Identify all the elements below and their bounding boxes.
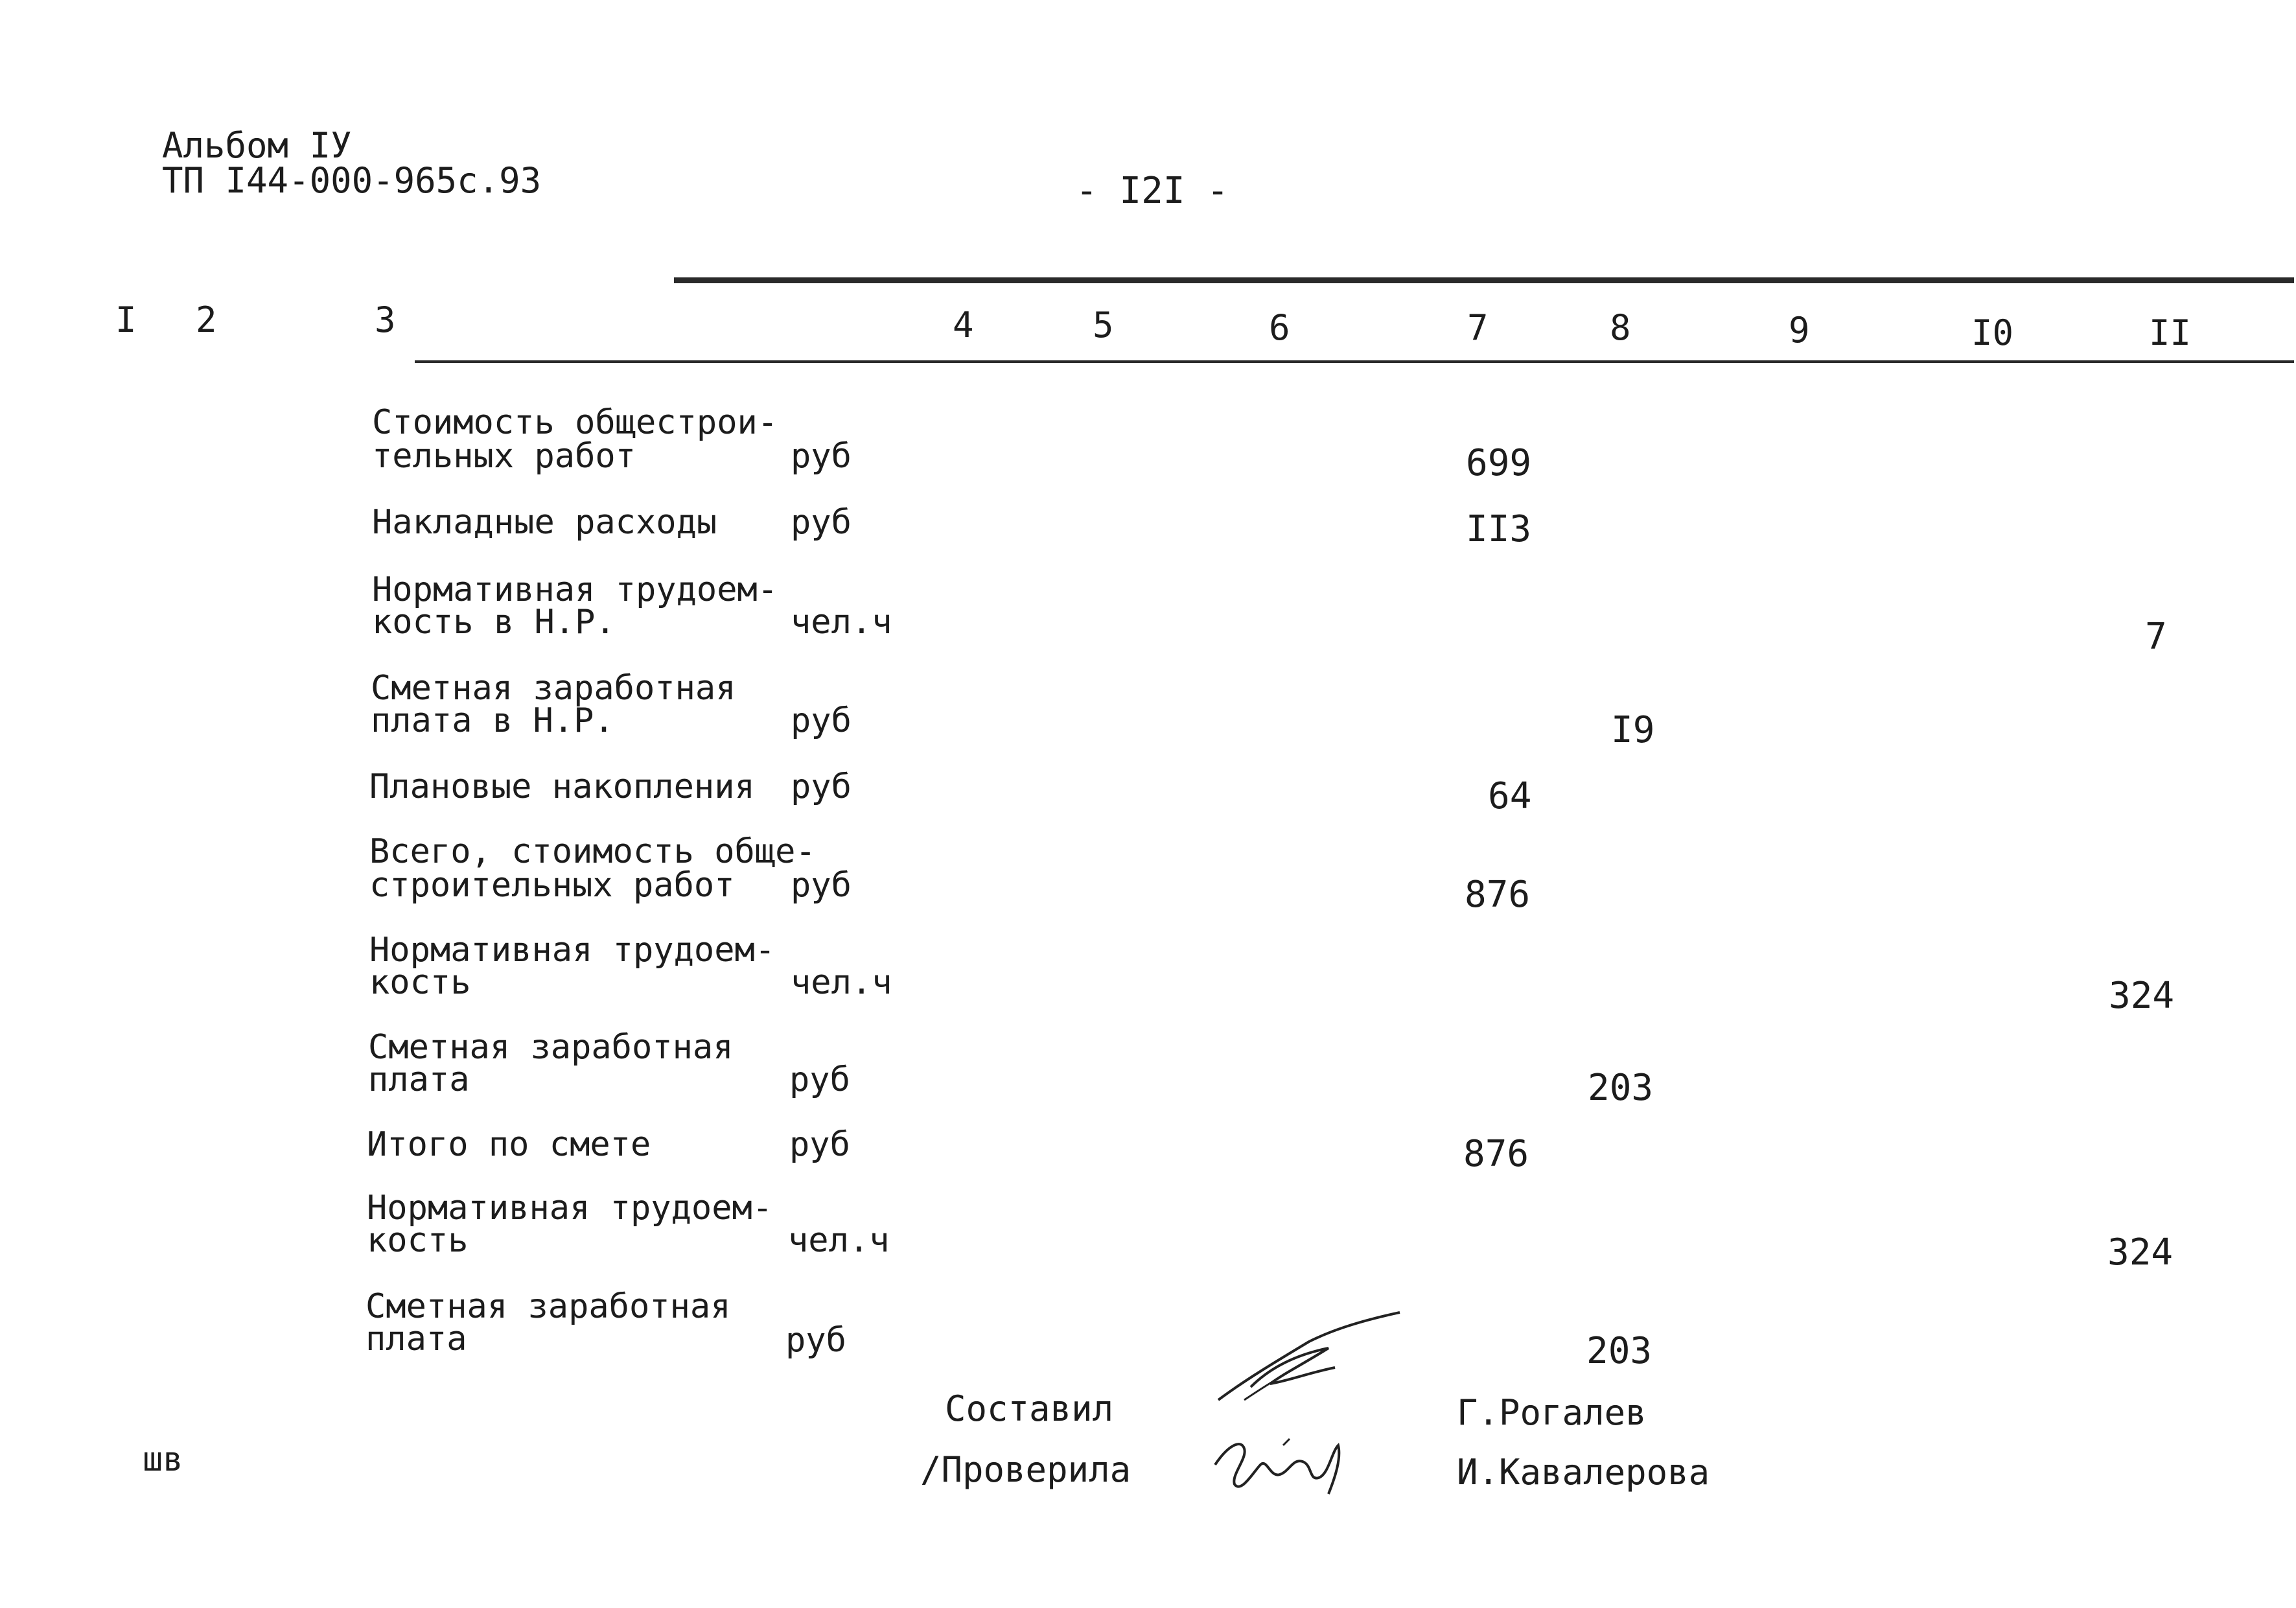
column-header-11: II: [2149, 312, 2192, 353]
row-label-line1: Итого по смете: [367, 1125, 651, 1164]
row-label-line1: Сметная заработная: [371, 669, 736, 708]
row-label-line2: плата в Н.Р.: [371, 701, 614, 740]
row-label-line2: плата: [365, 1320, 467, 1358]
row-label-line2: строительных работ: [369, 866, 735, 905]
column-header-2: 2: [196, 299, 217, 340]
album-label: Альбом IУ: [162, 125, 352, 166]
row-unit: чел.ч: [791, 963, 892, 1002]
column-header-7: 7: [1467, 307, 1489, 348]
column-header-4: 4: [953, 305, 974, 345]
row-label-line1: Сметная заработная: [368, 1028, 734, 1067]
signature-rogalev-icon: [1205, 1303, 1413, 1413]
row-unit: руб: [785, 1321, 846, 1360]
checked-by-label: /Проверила: [920, 1449, 1131, 1490]
row-unit: руб: [791, 866, 852, 905]
row-value-col7: 699: [1466, 442, 1532, 484]
column-header-5: 5: [1093, 305, 1114, 345]
compiled-by-name: Г.Рогалев: [1457, 1392, 1647, 1433]
column-header-8: 8: [1610, 307, 1631, 348]
row-label-line2: кость: [369, 963, 471, 1002]
column-header-10: I0: [1971, 312, 2014, 353]
row-unit: чел.ч: [791, 603, 892, 642]
table-header-rule: [415, 360, 2294, 363]
row-unit: руб: [791, 503, 852, 542]
footer-mark: шв: [143, 1440, 183, 1479]
row-value-col8: 203: [1588, 1067, 1654, 1109]
table-top-rule: [674, 277, 2294, 283]
row-value-col7: II3: [1466, 508, 1532, 550]
row-value-col11: 324: [2109, 975, 2175, 1017]
row-value-col11: 7: [2145, 616, 2167, 658]
compiled-by-label: Составил: [945, 1388, 1114, 1429]
row-label-line1: Нормативная трудоем-: [372, 570, 778, 609]
row-label-line1: Нормативная трудоем-: [367, 1189, 773, 1228]
row-value-col8: I9: [1611, 709, 1655, 751]
checked-by-name: И.Кавалерова: [1457, 1452, 1710, 1493]
row-value-col7: 876: [1463, 1133, 1529, 1175]
row-value-col8: 203: [1586, 1330, 1652, 1372]
column-header-9: 9: [1789, 310, 1810, 351]
row-label-line1: Плановые накопления: [369, 767, 755, 806]
column-header-3: 3: [375, 299, 396, 340]
signature-kavalerova-icon: [1205, 1419, 1361, 1504]
column-header-6: 6: [1269, 307, 1290, 348]
row-unit: чел.ч: [788, 1221, 890, 1260]
row-value-col11: 324: [2107, 1231, 2174, 1274]
row-unit: руб: [791, 701, 852, 740]
document-code: ТП I44-000-965с.93: [162, 160, 542, 201]
column-header-1: I: [115, 299, 137, 340]
row-value-col7: 64: [1488, 775, 1532, 817]
row-value-col7: 876: [1465, 874, 1531, 916]
row-label-line1: Всего, стоимость обще-: [369, 832, 816, 871]
row-label-line2: плата: [368, 1060, 470, 1099]
page-number: - I2I -: [1076, 170, 1229, 212]
row-label-line1: Стоимость общестрои-: [372, 403, 778, 442]
row-unit: руб: [791, 437, 852, 476]
row-label-line2: тельных работ: [372, 437, 636, 476]
row-label-line1: Нормативная трудоем-: [369, 931, 776, 970]
row-unit: руб: [789, 1060, 850, 1099]
row-unit: руб: [789, 1125, 850, 1164]
row-label-line1: Накладные расходы: [372, 503, 717, 542]
row-label-line2: кость в Н.Р.: [372, 603, 616, 642]
row-label-line2: кость: [367, 1221, 469, 1260]
row-unit: руб: [791, 767, 852, 806]
row-label-line1: Сметная заработная: [365, 1287, 731, 1326]
